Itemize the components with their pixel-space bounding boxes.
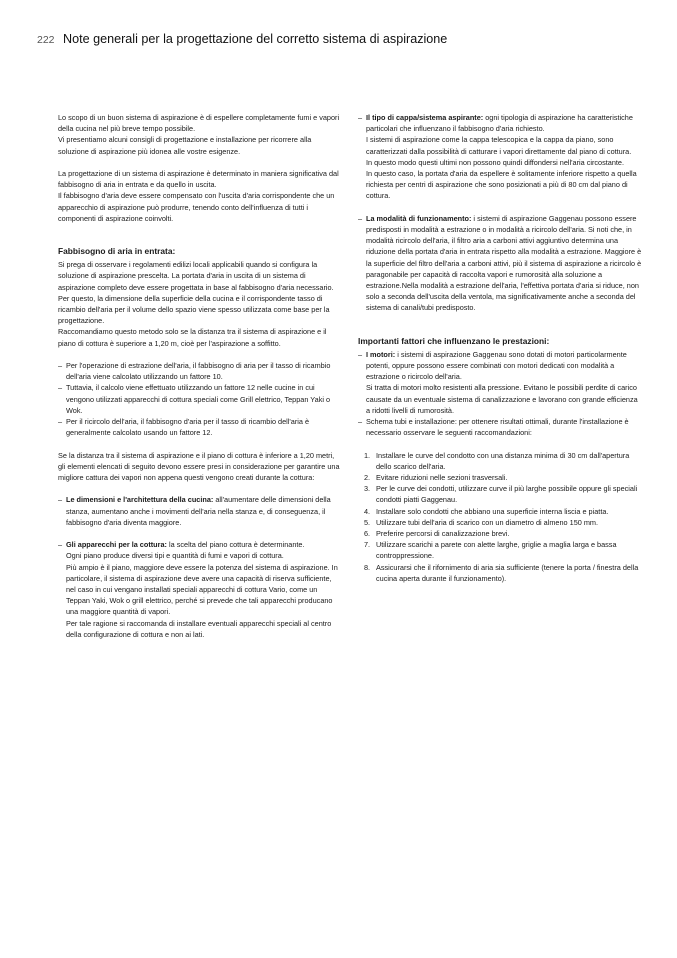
bullet-text: i sistemi di aspirazione Gaggenau possono essere predisposti in modalità a estrazione o in modalità a ricircolo dell'aria. Si noti che, in modalità ricircolo dell'aria, il filtro aria a carboni attivi aggiuntivo determina una riduzione della portata d'aria in entrata rispetto alla modalità a estrazione. Maggiore è la superficie del filtro dell'aria a carboni attivi, più il sistema di aspirazione a ricircolo è paragonabile per capacità di raccolta vapori e rumorosità alla soluzione a estrazione.Nella modalità a estrazione dell'aria, l'effettiva portata d'aria si riduce, non solo a seconda dell'uscita della ventola, ma significativamente anche a seconda del sistema di canali/tubi predisposto. [366,213,642,313]
page-header [37,30,447,48]
item-number: 1. [364,450,371,460]
dash-marker: – [358,113,363,122]
dash-marker: – [58,383,63,393]
item-number: 7. [364,540,371,550]
bullet-text: ogni tipologia di aspirazione ha caratteristiche particolari che influenzano il fabbisogno d'aria richiesto. [366,113,633,134]
item-text: Utilizzare scarichi a parete con alette larghe, griglie a maglia larga e bassa controppressione. [376,540,617,561]
intro-paragraph: Lo scopo di un buon sistema di aspirazione è di espellere completamente fumi e vapori della cucina nel più breve tempo possibile. [58,113,340,134]
numbered-item [358,517,643,528]
bullet-text: I sistemi di aspirazione come la cappa telescopica e la cappa da piano, sono caratterizzati dalla possibilità di catturare i vapori direttamente dal piano di cottura. [366,135,632,156]
bullet-item [58,539,340,640]
item-text: Preferire percorsi di canalizzazione brevi. [376,529,510,539]
numbered-item [358,472,643,483]
bullet-text: i sistemi di aspirazione Gaggenau sono dotati di motori particolarmente potenti, oppure possono essere combinati con motori dedicati con modalità a estrazione o ricircolo dell'aria. [366,349,627,382]
item-number: 6. [364,529,371,539]
page-number: 222 [37,34,55,46]
body-paragraph: Per questo, la dimensione della superficie della cucina e il corrispondente tasso di ricambio dell'aria per il volume dello spazio viene spesso utilizzata come base per la progettazione. [58,293,330,326]
dash-marker: – [58,417,63,427]
bullet-item [358,112,643,202]
bullet-item [58,382,340,416]
bullet-text: la scelta del piano cottura è determinante. [166,540,305,550]
item-number: 5. [364,517,371,527]
item-text: Assicurarsi che il rifornimento di aria sia sufficiente (tenere la porta / finestra della cucina aperta durante il funzionamento). [376,562,639,583]
bullet-item [358,416,643,438]
item-number: 3. [364,484,371,494]
bullet-text: all'aumentare delle dimensioni della stanza, aumentano anche i movimenti dell'aria nella stanza e, di conseguenza, il fabbisogno d'aria diventa maggiore. [66,495,331,527]
section-heading: Importanti fattori che influenzano le prestazioni: [358,335,550,346]
item-number: 2. [364,473,371,483]
item-text: Installare le curve del condotto con una distanza minima di 30 cm dall'apertura dello scarico dell'aria. [376,450,630,471]
bullet-text: Si tratta di motori molto resistenti alla pressione. Evitano le possibili perdite di carico causate da un eventuale sistema di canalizzazione e lavorano con grande efficienza a ridotti livelli di rumorosità. [366,383,638,415]
intro-paragraph: Il fabbisogno d'aria deve essere compensato con l'uscita d'aria corrispondente che un apparecchio di aspirazione può produrre, tenendo conto dell'influenza di tutti i componenti di aspirazione coinvolti. [58,191,335,223]
numbered-item [358,562,643,584]
bullet-item [358,349,643,416]
bullet-text: Ogni piano produce diversi tipi e quantità di fumi e vapori di cottura. [66,551,284,561]
numbered-item [358,483,643,505]
item-number: 4. [364,506,371,516]
right-column [358,112,643,584]
bullet-item [58,360,340,382]
page-title: Note generali per la progettazione del corretto sistema di aspirazione [62,32,448,46]
body-paragraph: Se la distanza tra il sistema di aspirazione e il piano di cottura è inferiore a 1,20 metri, gli elementi elencati di seguito devono essere presi in considerazione per garantire una migliore cattura dei vapori non appena questi vengono creati durante la cottura: [58,450,340,483]
bullet-title: Il tipo di cappa/sistema aspirante: [366,113,484,122]
body-paragraph: Si prega di osservare i regolamenti edilizi locali applicabili quando si configura la soluzione di aspirazione prescelta. La portata d'aria in uscita di un sistema di aspirazione completo deve essere progettata in base al fabbisogno d'aria necessario. [58,260,334,292]
item-text: Installare solo condotti che abbiano una superficie interna liscia e piatta. [376,506,609,516]
dash-marker: – [358,213,363,223]
intro-paragraph: La progettazione di un sistema di aspirazione è determinato in maniera significativa dal fabbisogno di aria in entrata e da quello in uscita. [58,169,339,190]
section-heading: Fabbisogno di aria in entrata: [58,246,176,257]
bullet-text: In questo modo questi ultimi non possono quindi diffondersi nell'aria circostante. [366,157,625,167]
intro-paragraph: Vi presentiamo alcuni consigli di progettazione e installazione per ricorrere alla soluzione di aspirazione più idonea alle vostre esigenze. [58,135,312,156]
dash-marker: – [58,495,63,505]
numbered-item [358,539,643,561]
bullet-title: I motori: [366,349,396,359]
numbered-item [358,450,643,472]
item-text: Utilizzare tubi dell'aria di scarico con un diametro di almeno 150 mm. [376,517,599,527]
dash-marker: – [358,417,363,427]
bullet-item [358,213,643,314]
item-number: 8. [364,562,371,572]
body-paragraph: Raccomandiamo questo metodo solo se la distanza tra il sistema di aspirazione e il piano di cottura è superiore a 1,20 m, cioè per l'aspirazione a soffitto. [58,327,327,348]
item-text: Evitare riduzioni nelle sezioni trasversali. [376,473,508,483]
bullet-text: Più ampio è il piano, maggiore deve essere la potenza del sistema di aspirazione. In particolare, il sistema di aspirazione deve avere una capacità di riserva sufficiente, nel caso in cui vengano installati speciali apparecchi di cottura Vario, come un Teppan Yaki, Wok o grill elettrico, perché si prevede che tali apparecchi producano una maggiore quantità di vapori. [66,562,338,617]
bullet-title: Le dimensioni e l'architettura della cucina: [66,495,214,505]
numbered-item [358,528,643,539]
bullet-title: Gli apparecchi per la cottura: [66,540,167,550]
dash-marker: – [358,349,363,359]
item-text: Per le curve dei condotti, utilizzare curve il più larghe possibile oppure gli speciali condotti piatti Gaggenau. [376,484,638,505]
left-column [58,112,340,640]
bullet-text: Tuttavia, il calcolo viene effettuato utilizzando un fattore 12 nelle cucine in cui vengono utilizzati apparecchi di cottura speciali come Grill elettrico, Teppan Yaki o Wok. [66,383,331,415]
bullet-text: Per l'operazione di estrazione dell'aria, il fabbisogno di aria per il tasso di ricambio dell'aria viene calcolato utilizzando un fattore 10. [66,361,331,382]
bullet-item [58,494,340,528]
bullet-text: Per il ricircolo dell'aria, il fabbisogno d'aria per il tasso di ricambio dell'aria è generalmente calcolato usando un fattore 12. [66,417,310,438]
bullet-text: Per tale ragione si raccomanda di installare eventuali apparecchi speciali al centro della configurazione di cottura e non ai lati. [66,618,332,639]
bullet-title: La modalità di funzionamento: [366,213,472,223]
bullet-item [58,416,340,438]
dash-marker: – [58,540,63,550]
bullet-text: Schema tubi e installazione: per ottenere risultati ottimali, durante l'installazione è necessario osservare le seguenti raccomandazioni: [366,417,629,438]
numbered-item [358,506,643,517]
dash-marker: – [58,361,63,371]
bullet-text: In questo caso, la portata d'aria da espellere è solitamente inferiore rispetto a quella richiesta per centri di aspirazione che sono posizionati a più di 80 cm dal piano di cottura. [366,169,637,201]
